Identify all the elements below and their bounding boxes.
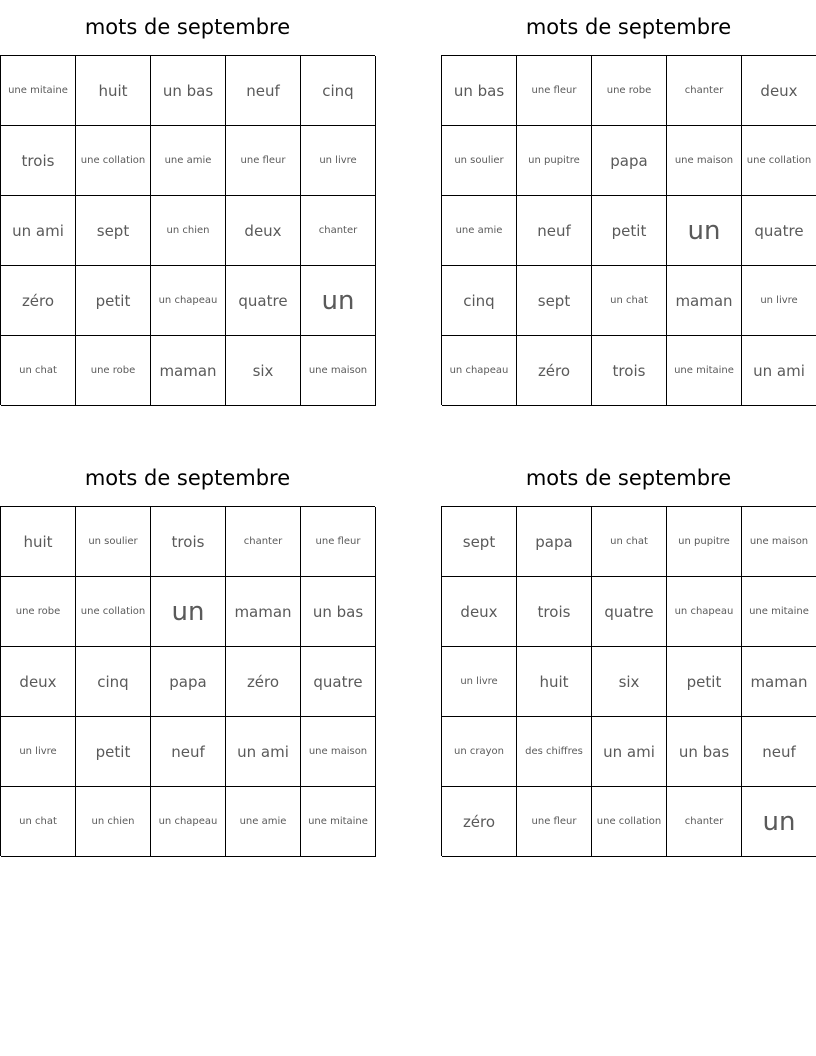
bingo-cell: zéro xyxy=(517,336,592,406)
bingo-cell: un xyxy=(301,266,376,336)
bingo-cell: une collation xyxy=(76,126,151,196)
bingo-cell: une mitaine xyxy=(301,787,376,857)
bingo-cell: cinq xyxy=(301,56,376,126)
bingo-cell: un chapeau xyxy=(442,336,517,406)
bingo-cell: un chat xyxy=(592,507,667,577)
bingo-cell: chanter xyxy=(226,507,301,577)
bingo-cell: un soulier xyxy=(76,507,151,577)
bingo-card-1 xyxy=(0,0,375,405)
bingo-cell: une maison xyxy=(301,336,376,406)
bingo-cell: une collation xyxy=(76,577,151,647)
bingo-cell: une collation xyxy=(592,787,667,857)
bingo-cell: un chapeau xyxy=(151,787,226,857)
bingo-cell: deux xyxy=(226,196,301,266)
bingo-cell: cinq xyxy=(76,647,151,717)
bingo-cell: une fleur xyxy=(226,126,301,196)
bingo-cell: huit xyxy=(76,56,151,126)
bingo-cell: trois xyxy=(517,577,592,647)
bingo-cell: une fleur xyxy=(517,56,592,126)
bingo-cell: une collation xyxy=(742,126,816,196)
bingo-cell: six xyxy=(592,647,667,717)
bingo-cell: maman xyxy=(151,336,226,406)
bingo-cell: un bas xyxy=(442,56,517,126)
bingo-cell: petit xyxy=(76,266,151,336)
bingo-cell: un livre xyxy=(742,266,816,336)
bingo-grid xyxy=(0,506,375,856)
bingo-cell: un ami xyxy=(592,717,667,787)
bingo-cell: un ami xyxy=(1,196,76,266)
bingo-cell: sept xyxy=(76,196,151,266)
bingo-cell: quatre xyxy=(742,196,816,266)
bingo-cell: une amie xyxy=(442,196,517,266)
bingo-cell: un chat xyxy=(1,336,76,406)
bingo-card-2 xyxy=(441,0,816,405)
bingo-cell: maman xyxy=(667,266,742,336)
bingo-cell: six xyxy=(226,336,301,406)
bingo-cell: cinq xyxy=(442,266,517,336)
bingo-cell: huit xyxy=(1,507,76,577)
bingo-cell: des chiffres xyxy=(517,717,592,787)
bingo-cell: papa xyxy=(517,507,592,577)
bingo-cell: neuf xyxy=(742,717,816,787)
bingo-cell: quatre xyxy=(301,647,376,717)
bingo-cell: neuf xyxy=(151,717,226,787)
bingo-cell: quatre xyxy=(592,577,667,647)
bingo-cell: papa xyxy=(592,126,667,196)
bingo-cell: un bas xyxy=(301,577,376,647)
bingo-cell: maman xyxy=(742,647,816,717)
bingo-cell: une mitaine xyxy=(1,56,76,126)
bingo-cell: sept xyxy=(517,266,592,336)
bingo-cell: zéro xyxy=(442,787,517,857)
bingo-cell: une maison xyxy=(301,717,376,787)
bingo-cell: maman xyxy=(226,577,301,647)
bingo-cell: chanter xyxy=(667,787,742,857)
bingo-grid xyxy=(441,55,816,405)
bingo-cell: une fleur xyxy=(517,787,592,857)
bingo-cell: neuf xyxy=(226,56,301,126)
bingo-cell: zéro xyxy=(1,266,76,336)
bingo-cell: un chat xyxy=(592,266,667,336)
bingo-cell: neuf xyxy=(517,196,592,266)
bingo-cell: une mitaine xyxy=(742,577,816,647)
bingo-cell: un xyxy=(742,787,816,857)
bingo-cell: huit xyxy=(517,647,592,717)
bingo-cell: un pupitre xyxy=(517,126,592,196)
bingo-cell: un bas xyxy=(667,717,742,787)
bingo-cell: un chien xyxy=(151,196,226,266)
card-title: mots de septembre xyxy=(525,15,732,39)
bingo-cell: un chat xyxy=(1,787,76,857)
bingo-cell: un crayon xyxy=(442,717,517,787)
bingo-cell: petit xyxy=(76,717,151,787)
bingo-cell: deux xyxy=(442,577,517,647)
bingo-cell: un chapeau xyxy=(667,577,742,647)
bingo-cell: une maison xyxy=(667,126,742,196)
card-title: mots de septembre xyxy=(84,466,291,490)
bingo-cell: une amie xyxy=(151,126,226,196)
bingo-cell: un livre xyxy=(301,126,376,196)
bingo-cell: une amie xyxy=(226,787,301,857)
bingo-cell: chanter xyxy=(301,196,376,266)
bingo-cell: une maison xyxy=(742,507,816,577)
bingo-cell: un xyxy=(151,577,226,647)
bingo-cell: trois xyxy=(592,336,667,406)
card-title: mots de septembre xyxy=(84,15,291,39)
bingo-cell: une fleur xyxy=(301,507,376,577)
bingo-cell: un ami xyxy=(226,717,301,787)
bingo-card-3 xyxy=(0,451,375,856)
bingo-cell: quatre xyxy=(226,266,301,336)
bingo-cell: un livre xyxy=(1,717,76,787)
card-title: mots de septembre xyxy=(525,466,732,490)
bingo-cell: petit xyxy=(667,647,742,717)
bingo-cell: un soulier xyxy=(442,126,517,196)
bingo-cell: papa xyxy=(151,647,226,717)
bingo-cell: un xyxy=(667,196,742,266)
bingo-cell: zéro xyxy=(226,647,301,717)
bingo-cell: une mitaine xyxy=(667,336,742,406)
bingo-cell: trois xyxy=(151,507,226,577)
bingo-cell: un bas xyxy=(151,56,226,126)
bingo-cell: petit xyxy=(592,196,667,266)
bingo-cell: deux xyxy=(742,56,816,126)
bingo-cell: chanter xyxy=(667,56,742,126)
bingo-cell: sept xyxy=(442,507,517,577)
bingo-cell: un ami xyxy=(742,336,816,406)
bingo-cell: une robe xyxy=(592,56,667,126)
bingo-card-4 xyxy=(441,451,816,856)
bingo-cell: un chien xyxy=(76,787,151,857)
bingo-cell: un livre xyxy=(442,647,517,717)
bingo-cell: deux xyxy=(1,647,76,717)
bingo-cell: une robe xyxy=(76,336,151,406)
bingo-grid xyxy=(0,55,375,405)
bingo-cell: un chapeau xyxy=(151,266,226,336)
bingo-cell: trois xyxy=(1,126,76,196)
bingo-cell: un pupitre xyxy=(667,507,742,577)
bingo-grid xyxy=(441,506,816,856)
bingo-cell: une robe xyxy=(1,577,76,647)
